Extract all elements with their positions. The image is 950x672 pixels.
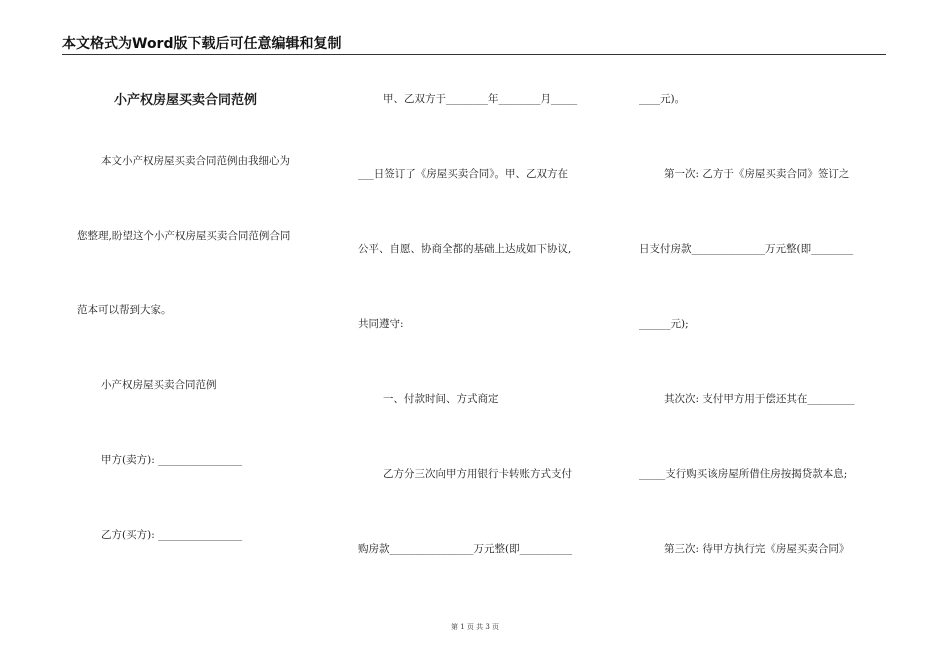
- text-line: 第一次: 乙方于《房屋买卖合同》签订之: [664, 168, 850, 180]
- text-line: 公平、自愿、协商全都的基础上达成如下协议,: [358, 243, 572, 255]
- text-line: 第三次: 待甲方执行完《房屋买卖合同》: [664, 543, 850, 555]
- text-line: ______元);: [639, 318, 689, 330]
- text-line: ___日签订了《房屋买卖合同》。甲、乙双方在: [358, 168, 568, 180]
- party-b-field: 乙方(买方): ________________: [101, 529, 243, 541]
- section-heading: 小产权房屋买卖合同范例: [101, 379, 217, 391]
- text-line: 日支付房款______________万元整(即________: [639, 243, 854, 255]
- party-a-field: 甲方(卖方): ________________: [101, 454, 243, 466]
- text-line: 您整理,盼望这个小产权房屋买卖合同范例合同: [77, 230, 291, 242]
- contract-title: 小产权房屋买卖合同范例: [114, 93, 258, 108]
- text-line: 其次次: 支付甲方用于偿还其在_________: [664, 393, 855, 405]
- text-line: 甲、乙双方于________年________月_____: [383, 93, 578, 105]
- section-heading: 一、付款时间、方式商定: [383, 393, 499, 405]
- text-line: _____支行购买该房屋所借住房按揭贷款本息;: [639, 468, 848, 480]
- page-header: 本文格式为Word版下载后可任意编辑和复制: [62, 34, 886, 55]
- text-line: 乙方分三次向甲方用银行卡转账方式支付: [383, 468, 572, 480]
- text-line: 本文小产权房屋买卖合同范例由我细心为: [101, 155, 290, 167]
- text-line: ____元)。: [639, 93, 686, 105]
- text-line: 共同遵守:: [358, 318, 404, 330]
- text-line: 范本可以帮到大家。: [77, 304, 172, 316]
- page-number: 第 1 页 共 3 页: [450, 623, 500, 631]
- text-line: 购房款________________万元整(即__________: [358, 543, 573, 555]
